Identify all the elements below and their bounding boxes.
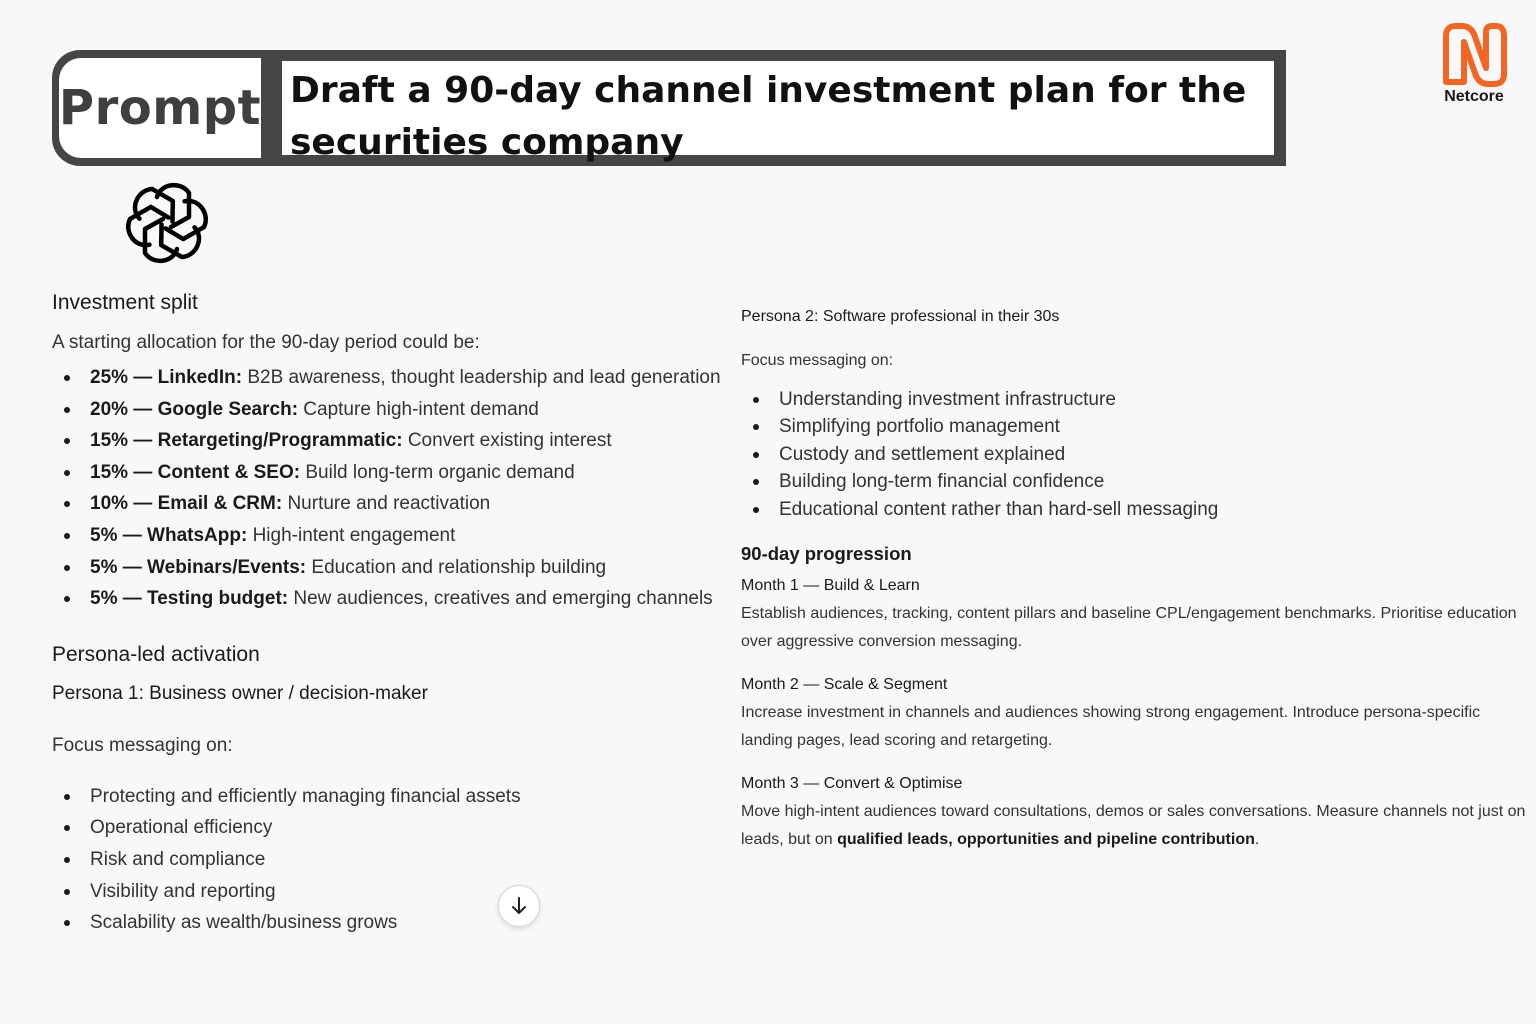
channel-name: Retargeting/Programmatic: — [157, 430, 403, 452]
list-item: Building long-term financial confidence — [741, 468, 1536, 495]
channel-name: LinkedIn: — [157, 367, 243, 388]
month3-text-main: Move high-intent audiences toward consultations, demos or sales conversations. Measure channels not just on leads, but on — [741, 803, 1526, 848]
persona2-focus-label: Focus messaging on: — [741, 352, 894, 369]
allocation-pct: 10% — — [90, 493, 153, 515]
list-item: Simplifying portfolio management — [741, 413, 1536, 440]
arrow-down-icon — [510, 896, 528, 916]
prompt-text: Draft a 90-day channel investment plan for the securities company — [290, 70, 1247, 163]
list-item — [52, 583, 732, 615]
list-item — [52, 552, 732, 584]
prompt-label: Prompt — [58, 80, 262, 136]
list-item: Understanding investment infrastructure — [741, 386, 1536, 413]
list-item: Protecting and efficiently managing financial assets — [52, 781, 732, 813]
channel-desc: Convert existing interest — [402, 430, 612, 452]
month2-title: Month 2 — Scale & Segment — [741, 676, 948, 694]
channel-desc: High-intent engagement — [247, 524, 456, 546]
list-item — [52, 488, 732, 520]
channel-desc: Build long-term organic demand — [300, 461, 575, 483]
list-item: Operational efficiency — [52, 812, 732, 844]
right-column — [741, 300, 1536, 854]
channel-name: Google Search: — [157, 398, 299, 420]
allocation-pct: 20% — — [90, 398, 153, 420]
list-item: Custody and settlement explained — [741, 441, 1536, 468]
channel-desc: New audiences, creatives and emerging channels — [288, 588, 713, 610]
month3-title: Month 3 — Convert & Optimise — [741, 775, 963, 793]
list-item — [52, 362, 732, 394]
allocation-pct: 5% — — [90, 524, 142, 546]
list-item — [52, 425, 732, 457]
list-item: Risk and compliance — [52, 844, 732, 876]
allocation-pct: 25% — — [90, 367, 153, 388]
list-item — [52, 520, 732, 552]
channel-name: Webinars/Events: — [147, 556, 307, 578]
persona1-focus-label: Focus messaging on: — [52, 734, 233, 756]
channel-name: Email & CRM: — [157, 493, 283, 515]
persona-activation-heading: Persona-led activation — [52, 642, 260, 666]
persona1-title: Persona 1: Business owner / decision-maker — [52, 682, 428, 704]
investment-split-intro: A starting allocation for the 90-day period could be: — [52, 332, 480, 353]
openai-knot-icon — [122, 178, 212, 268]
prompt-label-box — [59, 58, 261, 158]
month3-text — [741, 798, 1536, 853]
channel-desc: Education and relationship building — [306, 556, 607, 578]
scroll-down-button[interactable] — [498, 885, 540, 927]
left-column — [52, 286, 732, 939]
netcore-logo-icon — [1440, 22, 1508, 88]
persona2-title: Persona 2: Software professional in their 30s — [741, 308, 1060, 325]
month2-text: Increase investment in channels and audiences showing strong engagement. Introduce persona-specific landing pages, lead scoring and retargeting. — [741, 704, 1481, 749]
month3-text-end: . — [1254, 830, 1260, 848]
month1-text: Establish audiences, tracking, content pillars and baseline CPL/engagement benchmarks. Prioritise education over aggressive conversion messaging. — [741, 604, 1517, 650]
list-item — [52, 457, 732, 489]
list-item: Scalability as wealth/business grows — [52, 907, 732, 939]
channel-name: Testing budget: — [147, 588, 289, 610]
investment-split-heading: Investment split — [52, 291, 198, 314]
persona1-focus-list — [52, 781, 732, 939]
investment-split-list — [52, 362, 732, 615]
channel-desc: B2B awareness, thought leadership and lead generation — [242, 367, 721, 388]
channel-desc: Nurture and reactivation — [282, 493, 491, 515]
channel-name: WhatsApp: — [147, 524, 248, 546]
prompt-text-box — [279, 58, 1277, 163]
netcore-logo — [1436, 22, 1512, 106]
channel-name: Content & SEO: — [157, 461, 301, 483]
persona2-focus-list — [741, 386, 1536, 523]
netcore-wordmark: Netcore — [1444, 88, 1504, 105]
month3-text-bold: qualified leads, opportunities and pipeline contribution — [837, 830, 1255, 848]
allocation-pct: 5% — — [90, 588, 142, 610]
month1-title: Month 1 — Build & Learn — [741, 576, 920, 594]
prompt-bar — [52, 50, 1286, 166]
list-item: Educational content rather than hard-sell messaging — [741, 496, 1536, 523]
list-item: Visibility and reporting — [52, 876, 732, 908]
list-item — [52, 394, 732, 426]
allocation-pct: 15% — — [90, 461, 153, 483]
progression-heading: 90-day progression — [741, 542, 912, 564]
allocation-pct: 5% — — [90, 556, 142, 578]
allocation-pct: 15% — — [90, 430, 153, 452]
channel-desc: Capture high-intent demand — [298, 398, 539, 420]
